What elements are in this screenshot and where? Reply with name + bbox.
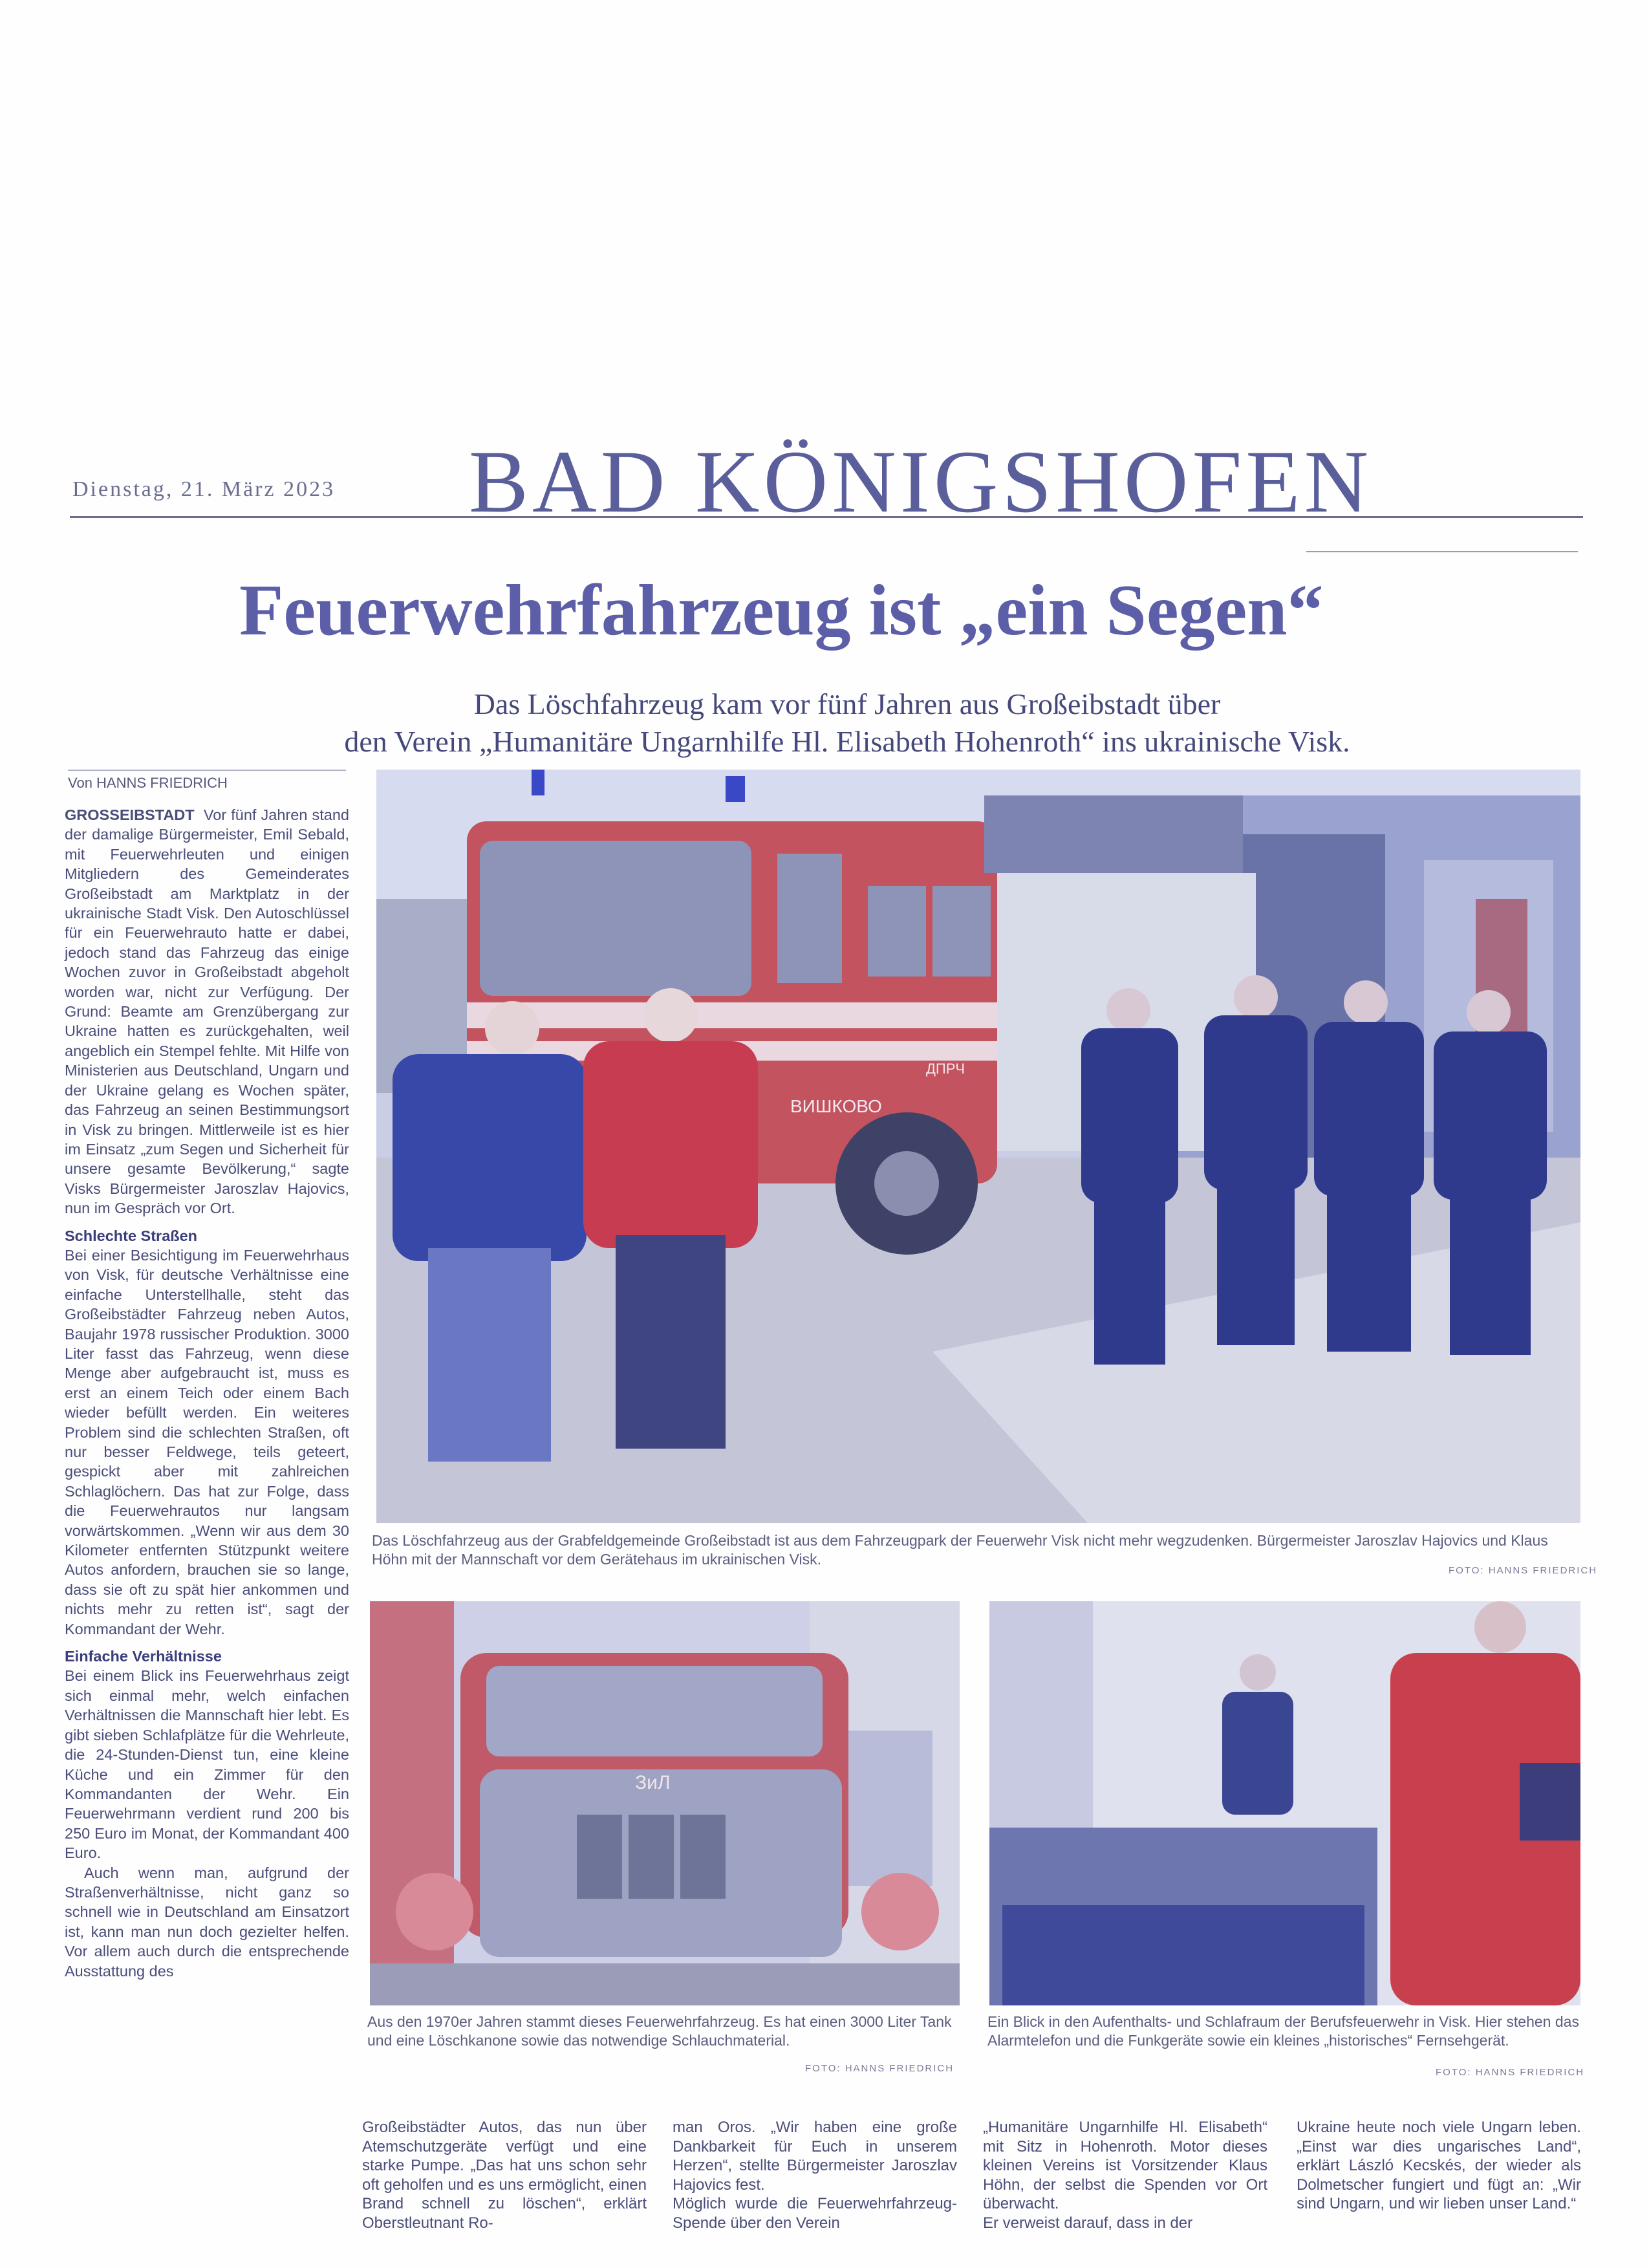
old-truck-credit: FOTO: HANNS FRIEDRICH: [805, 2063, 954, 2074]
bottom-column-3: „Humanitäre Ungarnhilfe Hl. Elisabeth“ mit Sitz in Hohenroth. Motor dieses kleinen Vereins ist Vorsitzender Klaus Höhn, der selbst die Spenden vor Ort überwacht. Er verweist darauf, dass in der: [983, 2119, 1267, 2232]
dormitory-caption: Ein Blick in den Aufenthalts- und Schlafraum der Berufsfeuerwehr in Visk. Hier stehen das Alarmtelefon und die Funkgeräte sowie ein kleines „historisches“ Fernsehgerät.: [987, 2013, 1579, 2049]
dormitory-illustration: [989, 1601, 1580, 2005]
paragraph-text: Vor fünf Jahren stand der damalige Bürgermeister, Emil Sebald, mit Feuerwehrleuten und einigen Mitgliedern des Gemeinderates Großeibstadt am Marktplatz in der ukrainische Stadt Visk. Den Autoschlüssel für ein Feuerwehrauto hatte er dabei, jedoch stand das Fahrzeug das einige Wochen zuvor in Großeibstadt abgeholt worden war, nicht zur Verfügung. Der Grund: Beamte am Grenzübergang zur Ukraine hatten es zurückgehalten, weil angeblich ein Stempel fehlte. Mit Hilfe von Ministerien aus Deutschland, Ungarn und der Ukraine gelang es Wochen später, das Fahrzeug an seinen Bestimmungsort in Visk zu bringen. Mittlerweile ist es hier im Einsatz „zum Segen und Sicherheit für unsere gesamte Bevölkerung,“ sagte Visks Bürgermeister Jaroszlav Hajovics, nun im Gespräch vor Ort.: [65, 806, 349, 1217]
dormitory-photo: [989, 1601, 1580, 2005]
old-truck-caption: Aus den 1970er Jahren stammt dieses Feuerwehrfahrzeug. Es hat einen 3000 Liter Tank und eine Löschkanone sowie das notwendige Schlauchmaterial.: [367, 2013, 952, 2049]
subheading-roads: Schlechte Straßen: [65, 1227, 198, 1244]
truck-emblem: ДПРЧ: [926, 1061, 965, 1077]
article-headline: Feuerwehrfahrzeug ist „ein Segen“: [239, 570, 1324, 651]
issue-date: Dienstag, 21. März 2023: [72, 477, 336, 501]
subheading-conditions: Einfache Verhältnisse: [65, 1648, 222, 1665]
dormitory-credit: FOTO: HANNS FRIEDRICH: [1436, 2067, 1585, 2078]
bottom-column-2: man Oros. „Wir haben eine große Dankbarkeit für Euch in unserem Herzen“, stellte Bürgermeister Jaroszlav Hajovics fest. Möglich wurde die Feuerwehrfahrzeug-Spende über den Verein: [673, 2119, 957, 2232]
paragraph-roads: Bei einer Besichtigung im Feuerwehrhaus von Visk, für deutsche Verhältnisse eine einfache Unterstellhalle, steht das Großeibstädter Fahrzeug neben Autos, Baujahr 1978 russischer Produktion. 3000 Liter fasst das Fahrzeug, wenn diese Menge aber aufgebraucht ist, muss es erst an einem Teich oder einem Bach wieder befüllt werden. Ein weiteres Problem sind die schlechten Straßen, oft nur besser Feldwege, teils geteert, gespickt aber mit zahlreichen Schlaglöchern. Das hat zur Folge, dass die Feuerwehrautos nur langsam vorwärtskommen. „Wenn wir aus dem 30 Kilometer entfernten Stützpunkt weitere Autos anfordern, brauchen sie so lange, dass sie oft zu spät hier ankommen und nichts mehr zu retten ist“, sagt der Kommandant der Wehr.: [65, 1246, 349, 1637]
subhead-line-1: Das Löschfahrzeug kam vor fünf Jahren aus Großeibstadt über: [473, 687, 1221, 720]
subhead-line-2: den Verein „Humanitäre Ungarnhilfe Hl. Elisabeth Hohenroth“ ins ukrainische Visk.: [344, 725, 1350, 758]
main-photo: [376, 770, 1580, 1523]
main-photo-illustration: [376, 770, 1580, 1523]
paragraph-continued: Auch wenn man, aufgrund der Straßenverhältnisse, nicht ganz so schnell wie in Deutschland am Einsatzort ist, kann man nun doch gezielter helfen. Vor allem auch durch die entsprechende Ausstattung des: [65, 1864, 349, 1980]
old-truck-photo: [370, 1601, 960, 2005]
lead-paragraph: [65, 805, 349, 1218]
truck-door-lettering: ВИШКОВО: [790, 1096, 882, 1116]
main-photo-caption: Das Löschfahrzeug aus der Grabfeldgemeinde Großeibstadt ist aus dem Fahrzeugpark der Feuerwehr Visk nicht mehr wegzudenken. Bürgermeister Jaroszlav Hajovics und Klaus Höhn mit der Mannschaft vor dem Gerätehaus im ukrainischen Visk.: [372, 1532, 1548, 1568]
main-photo-credit: FOTO: HANNS FRIEDRICH: [1449, 1565, 1598, 1576]
paragraph-conditions: Bei einem Blick ins Feuerwehrhaus zeigt sich einmal mehr, welch einfachen Verhältnissen die Mannschaft hier lebt. Es gibt sieben Schlafplätze für die Wehrleute, die 24-Stunden-Dienst tun, eine kleine Küche und ein Zimmer für den Kommandanten der Wehr. Ein Feuerwehrmann verdient rund 200 bis 250 Euro im Monat, der Kommandant 400 Euro.: [65, 1667, 349, 1862]
header-rule-short: [1306, 551, 1578, 552]
bottom-column-1: Großeibstädter Autos, das nun über Atemschutzgeräte verfügt und eine starke Pumpe. „Das hat uns schon sehr oft geholfen und es uns ermöglicht, einen Brand schnell zu löschen“, erklärt Oberstleutnant Ro-: [362, 2119, 647, 2232]
dateline-place: GROSSEIBSTADT: [65, 806, 195, 823]
old-truck-illustration: [370, 1601, 960, 2005]
bottom-column-4: Ukraine heute noch viele Ungarn leben. „Einst war dies ungarisches Land“, erklärt László Kecskés, der wieder als Dolmetscher fungiert und fügt an: „Wir sind Ungarn, und wir lieben unser Land.“: [1297, 2119, 1581, 2212]
byline: Von HANNS FRIEDRICH: [68, 770, 346, 792]
old-truck-badge: ЗиЛ: [635, 1772, 671, 1793]
section-title: BAD KÖNIGSHOFEN: [469, 432, 1373, 531]
header-rule: [70, 516, 1583, 518]
article-column-1: [65, 805, 349, 1981]
article-subhead: [233, 686, 1461, 761]
